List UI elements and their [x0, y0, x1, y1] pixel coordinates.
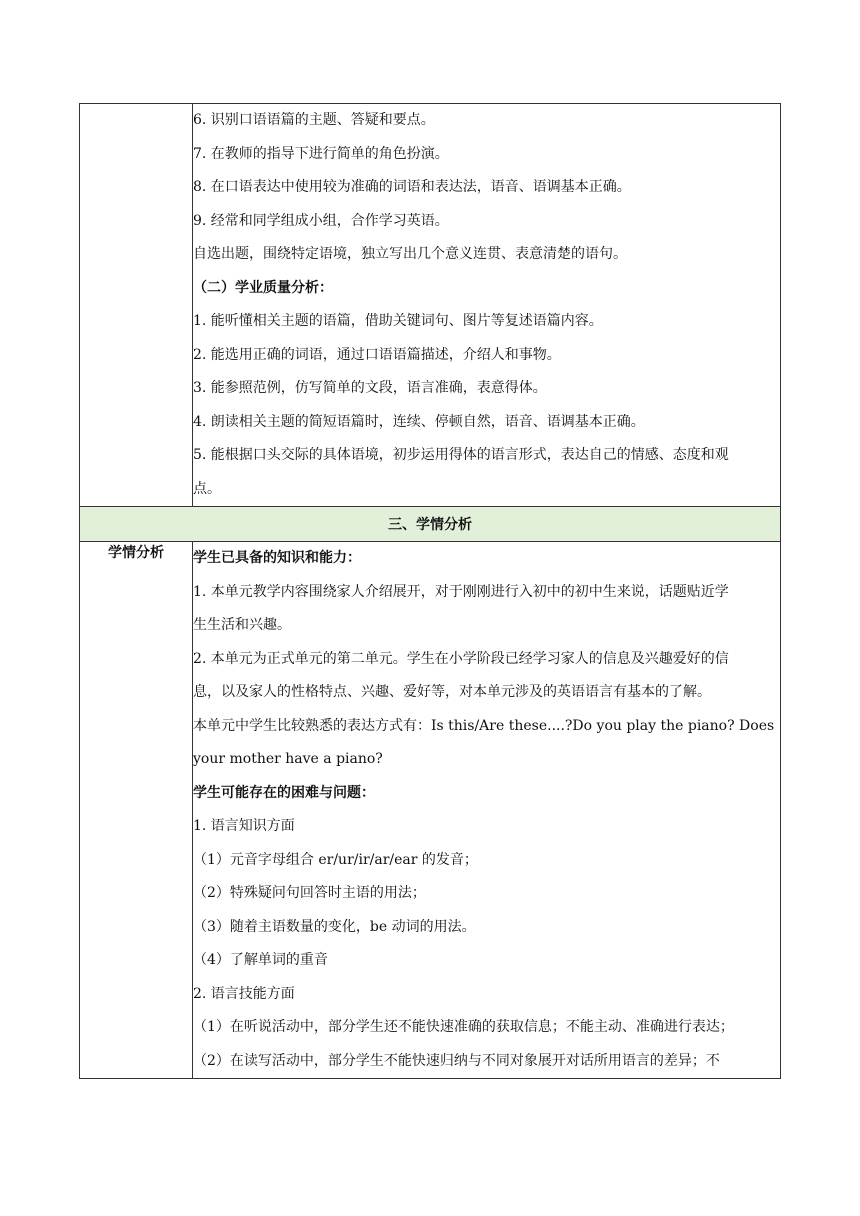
- list-item: 1. 本单元教学内容围绕家人介绍展开，对于刚刚进行入初中的初中生来说，话题贴近学: [193, 583, 729, 600]
- known-heading: 学生已具备的知识和能力：: [193, 550, 361, 566]
- standards-content-cell: [193, 104, 781, 507]
- table-row: [80, 104, 781, 507]
- list-item: （4）了解单词的重音: [193, 952, 328, 968]
- list-item: 2. 能选用正确的词语，通过口语语篇描述，介绍人和事物。: [193, 346, 561, 363]
- list-item: 8. 在口语表达中使用较为准确的词语和表达法，语音、语调基本正确。: [193, 179, 631, 195]
- list-item: （2）特殊疑问句回答时主语的用法；: [193, 885, 426, 901]
- row-label: 学情分析: [80, 542, 193, 1079]
- lesson-plan-table: [79, 103, 781, 1079]
- quality-heading: （二）学业质量分析：: [193, 279, 333, 296]
- list-item: 4. 朗读相关主题的简短语篇时，连续、停顿自然，语音、语调基本正确。: [193, 413, 645, 430]
- list-item: 本单元中学生比较熟悉的表达方式有：Is this/Are these....?Do you play the piano? Does: [193, 717, 775, 734]
- list-item: 自选出题，围绕特定语境，独立写出几个意义连贯、表意清楚的语句。: [193, 246, 627, 262]
- list-item: （1）元音字母组合 er/ur/ir/ar/ear 的发音；: [193, 851, 478, 868]
- list-item: 5. 能根据口头交际的具体语境，初步运用得体的语言形式，表达自己的情感、态度和观: [193, 447, 729, 463]
- list-item: 2. 本单元为正式单元的第二单元。学生在小学阶段已经学习家人的信息及兴趣爱好的信: [193, 650, 729, 667]
- list-item: （3）随着主语数量的变化，be 动词的用法。: [193, 918, 476, 935]
- list-item: 7. 在教师的指导下进行简单的角色扮演。: [193, 145, 449, 162]
- list-item: your mother have a piano?: [193, 751, 383, 767]
- table-row: [80, 507, 781, 542]
- list-item: 息，以及家人的性格特点、兴趣、爱好等，对本单元涉及的英语语言有基本的了解。: [193, 684, 711, 700]
- list-item: 6. 识别口语语篇的主题、答疑和要点。: [193, 112, 435, 128]
- list-item: （2）在读写活动中，部分学生不能快速归纳与不同对象展开对话所用语言的差异；不: [193, 1052, 720, 1069]
- list-item: 1. 语言知识方面: [193, 818, 295, 834]
- section-header: 三、学情分析: [80, 507, 781, 542]
- list-item: 生生活和兴趣。: [193, 617, 291, 633]
- list-item: 点。: [193, 480, 221, 497]
- table-row: [80, 542, 781, 1079]
- list-item: 2. 语言技能方面: [193, 985, 295, 1002]
- list-item: 3. 能参照范例，仿写简单的文段，语言准确，表意得体。: [193, 380, 547, 396]
- list-item: 9. 经常和同学组成小组，合作学习英语。: [193, 212, 449, 229]
- analysis-content-cell: [193, 542, 781, 1079]
- empty-label-cell: [80, 104, 193, 507]
- list-item: （1）在听说活动中，部分学生还不能快速准确的获取信息；不能主动、准确进行表达；: [193, 1019, 734, 1035]
- difficulty-heading: 学生可能存在的困难与问题：: [193, 784, 375, 801]
- list-item: 1. 能听懂相关主题的语篇，借助关键词句、图片等复述语篇内容。: [193, 313, 603, 329]
